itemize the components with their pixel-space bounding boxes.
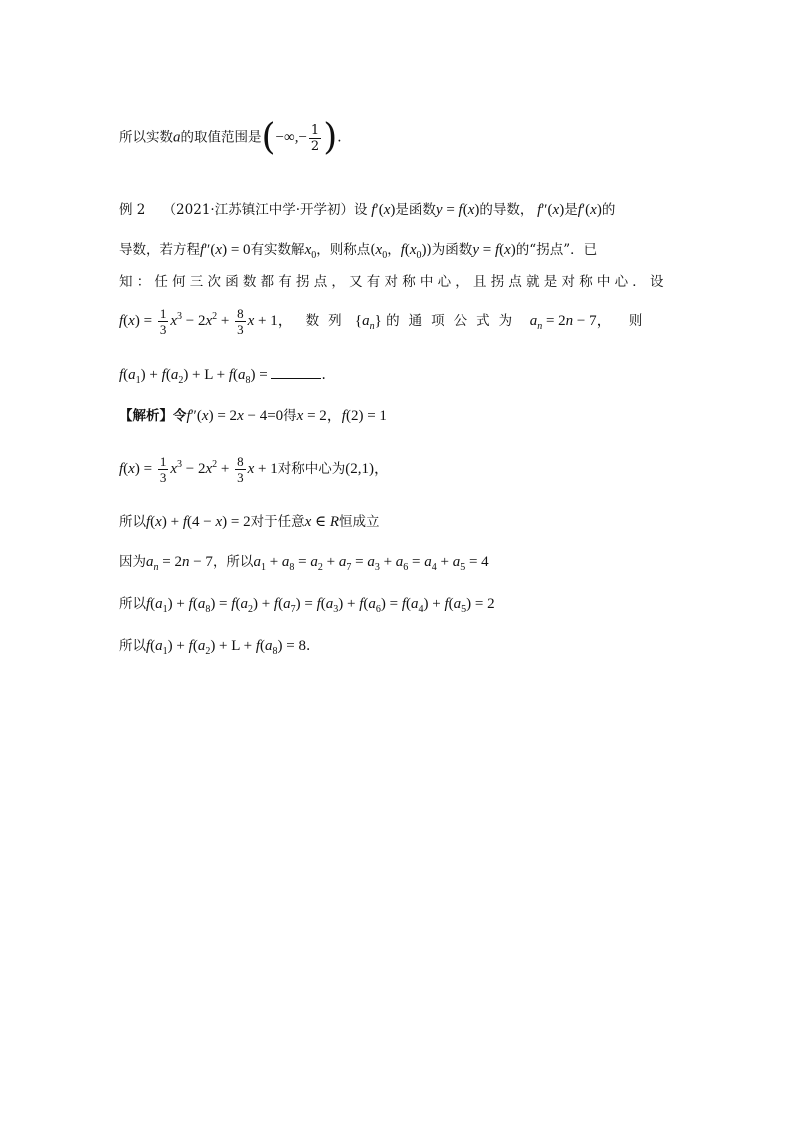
text: .: [305, 638, 311, 654]
example-line-2: [119, 240, 674, 266]
math: y = f(x): [435, 202, 480, 218]
period: .: [337, 129, 342, 146]
paren-right: ): [323, 117, 338, 158]
math: $x_0$: [304, 242, 317, 261]
function-def: f(x) = $\frac{1}{3}$ $x^3 - 2x^2$ + $\frac{8}{3}$ x + 1: [119, 454, 278, 485]
text: 得: [283, 408, 297, 424]
solution-line-4: [119, 552, 674, 578]
text: 有实数解: [250, 242, 305, 258]
conclusion-line: [119, 117, 674, 158]
math: $a_n = 2n - 7$: [146, 554, 213, 573]
text: 的取值范围是: [180, 129, 262, 146]
solution-line-5: [119, 594, 674, 620]
text: 恒成立: [339, 514, 380, 530]
text: 对称中心为: [277, 460, 346, 477]
text: 的导数，: [479, 202, 534, 218]
text: 所以: [119, 638, 146, 654]
text: 所以实数: [119, 129, 173, 146]
text: ，: [387, 242, 401, 258]
math: $f(a_1) + f(a_2) + L + f(a_8) = 8$: [146, 638, 306, 657]
solution-line-3: [119, 512, 674, 532]
text: 的“拐点”．已: [515, 242, 598, 258]
math: f(x) + f(4 − x) = 2: [146, 514, 251, 530]
text: 所以: [119, 514, 146, 530]
example-line-4: [119, 306, 674, 337]
answer-blank[interactable]: [271, 364, 321, 379]
text: 则: [628, 312, 643, 329]
text: ，所以: [212, 554, 254, 570]
example-line-1: [119, 200, 674, 220]
text: 所以: [119, 596, 146, 612]
math: x = 2，f(2) = 1: [296, 408, 387, 424]
math: f′(x): [371, 202, 396, 218]
text: )为函数: [426, 242, 473, 258]
math: (2,1)，: [345, 460, 389, 477]
text: 对于任意: [250, 514, 305, 530]
math: $f(a_1) + f(a_2) + L + f(a_8)$ =: [119, 367, 272, 386]
interval: −∞,−: [275, 129, 307, 146]
paren-left: (: [261, 117, 276, 158]
math: $a_n = 2n - 7$，: [529, 312, 612, 332]
text: 知：任何三次函数都有拐点，又有对称中心，且拐点就是对称中心．设: [119, 274, 668, 290]
text: 是: [564, 202, 578, 218]
math: $\{a_n\}$: [354, 312, 382, 332]
text: 的: [601, 202, 616, 218]
text: 的通项公式为: [386, 312, 522, 329]
text: 导数，若方程: [119, 242, 200, 258]
math: f′(x): [577, 202, 602, 218]
text: 是函数: [395, 202, 436, 218]
solution-label: 【解析】令: [119, 408, 187, 424]
text: 数列: [305, 312, 351, 329]
math: y = f(x): [472, 242, 516, 258]
math: $x_0$: [375, 242, 388, 261]
text: 因为: [119, 554, 146, 570]
example-line-5: [119, 364, 674, 391]
text: ，则称点(: [316, 242, 376, 258]
example-source: （2021·江苏镇江中学·开学初）设: [162, 202, 368, 218]
math: $a_1 + a_8 = a_2 + a_7 = a_3 + a_6 = a_4 + a_5 = 4$: [253, 554, 489, 573]
math: $f(x_0)$: [400, 242, 427, 261]
fraction: $\frac{1}{2}$: [310, 122, 320, 154]
example-label: 例 2: [119, 202, 146, 218]
math: f″(x): [537, 202, 565, 218]
math: $f(a_1) + f(a_8) = f(a_2) + f(a_7) = f(a_3) + f(a_6) = f(a_4) + f(a_5) = 2$: [146, 596, 495, 615]
math: f″(x) = 0: [200, 242, 251, 258]
math: f″(x) = 2x − 4=0: [186, 408, 284, 424]
example-line-3: [119, 272, 674, 292]
solution-line-6: [119, 636, 674, 662]
text: .: [321, 367, 326, 383]
var-a: a: [173, 129, 181, 146]
math: x ∈ R: [304, 514, 340, 530]
solution-line-1: [119, 406, 674, 426]
solution-line-2: [119, 454, 674, 485]
function-def: f(x) = $\frac{1}{3}$ $x^3 - 2x^2$ + $\frac{8}{3}$ x + 1，: [119, 306, 293, 337]
